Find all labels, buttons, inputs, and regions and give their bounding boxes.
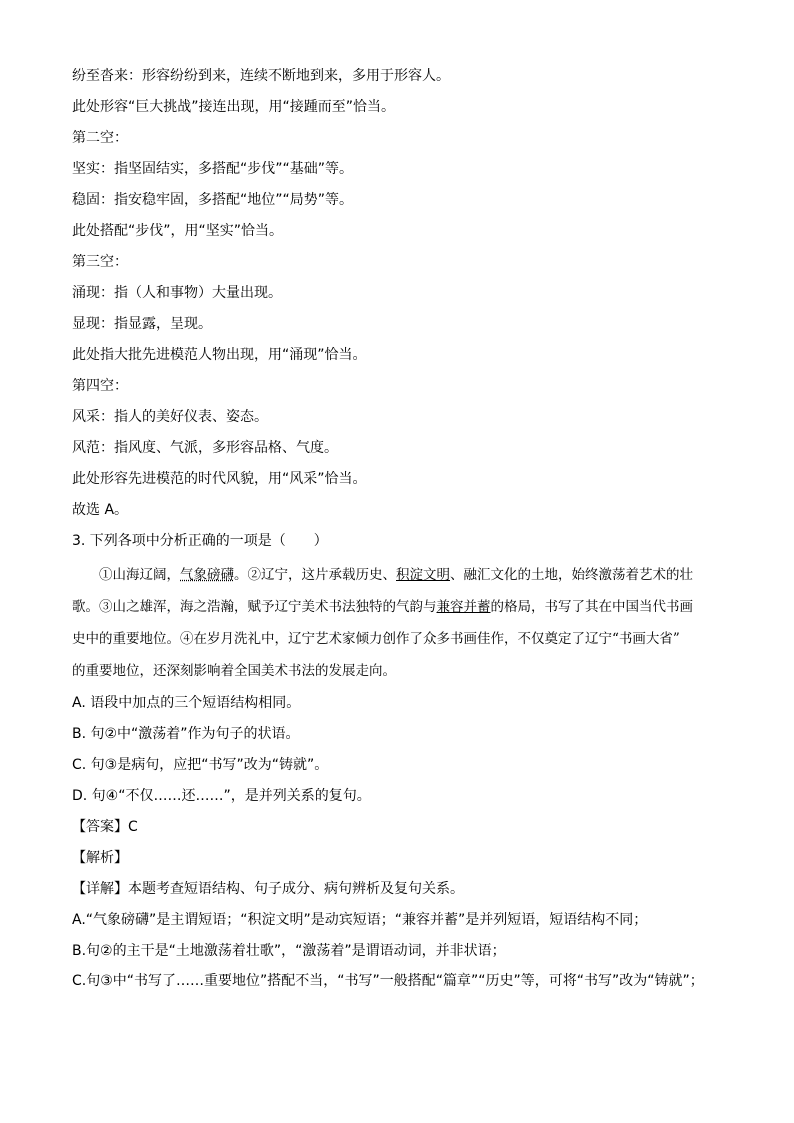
conclusion-line: 故选 A。 xyxy=(72,502,129,518)
text-line: 风范：指风度、气派，多形容品格、气度。 xyxy=(72,440,338,456)
answer-label: 【答案】C xyxy=(72,819,138,835)
marked-phrase: 兼容并蓄 xyxy=(436,599,491,615)
passage-line: ①山海辽阔，气象磅礴。②辽宁，这片承载历史、积淀文明、融汇文化的土地，始终激荡着艺术的壮 xyxy=(99,567,693,583)
passage-line: 歌。③山之雄浑，海之浩瀚，赋予辽宁美术书法独特的气韵与兼容并蓄的格局，书写了其在中国当代书画 xyxy=(72,599,693,615)
section-heading: 第二空： xyxy=(72,130,128,146)
option-c: C. 句③是病句，应把“书写”改为“铸就”。 xyxy=(72,757,329,773)
section-heading: 第三空： xyxy=(72,254,128,270)
text-line: 纷至沓来：形容纷纷到来，连续不断地到来，多用于形容人。 xyxy=(72,68,450,84)
passage-line: 的重要地位，还深刻影响着全国美术书法的发展走向。 xyxy=(72,663,396,679)
option-a: A. 语段中加点的三个短语结构相同。 xyxy=(72,695,301,711)
passage-line: 史中的重要地位。④在岁月洗礼中，辽宁艺术家倾力创作了众多书画佳作，不仅奠定了辽宁“书画大省” xyxy=(72,631,680,647)
text-line: 此处搭配“步伐”，用“坚实”恰当。 xyxy=(72,223,284,239)
marked-phrase: 积淀文明 xyxy=(396,567,450,583)
option-b: B. 句②中“激荡着”作为句子的状语。 xyxy=(72,726,300,742)
text-line: 坚实：指坚固结实，多搭配“步伐”“基础”等。 xyxy=(72,161,354,177)
text-line: 风采：指人的美好仪表、姿态。 xyxy=(72,409,268,425)
detail-line: 【详解】本题考查短语结构、句子成分、病句辨析及复句关系。 xyxy=(72,881,464,897)
text-line: 稳固：指安稳牢固，多搭配“地位”“局势”等。 xyxy=(72,192,354,208)
question-stem: 3. 下列各项中分析正确的一项是（ ） xyxy=(72,533,328,549)
detail-line-wrapped: C.句③中“书写了……重要地位”搭配不当，“书写”一般搭配“篇章”“历史”等，可将“书写”改为“铸就”； xyxy=(72,973,704,989)
section-heading: 第四空： xyxy=(72,378,128,394)
option-d: D. 句④“不仅……还……”，是并列关系的复句。 xyxy=(72,788,371,804)
analysis-label: 【解析】 xyxy=(72,850,128,866)
text-line: 此处指大批先进模范人物出现，用“涌现”恰当。 xyxy=(72,347,367,363)
text-line: 涌现：指（人和事物）大量出现。 xyxy=(72,285,282,301)
text-line: 此处形容先进模范的时代风貌，用“风采”恰当。 xyxy=(72,471,367,487)
text-line: 此处形容“巨大挑战”接连出现，用“接踵而至”恰当。 xyxy=(72,99,396,115)
text-line: 显现：指显露，呈现。 xyxy=(72,316,212,332)
detail-line: A.“气象磅礴”是主谓短语；“积淀文明”是动宾短语；“兼容并蓄”是并列短语，短语结构不同； xyxy=(72,912,648,928)
detail-line: B.句②的主干是“土地激荡着壮歌”，“激荡着”是谓语动词，并非状语； xyxy=(72,943,506,959)
marked-phrase: 气象磅礴 xyxy=(180,567,234,583)
